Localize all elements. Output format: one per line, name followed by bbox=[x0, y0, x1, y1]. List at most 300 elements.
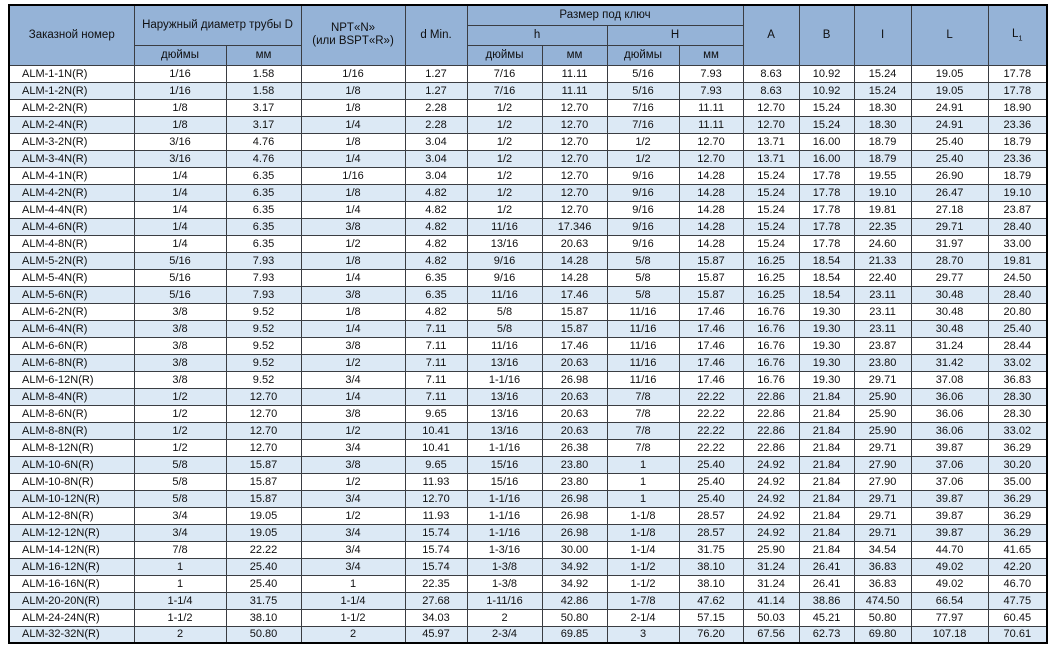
dimension-value-cell: 9/16 bbox=[467, 252, 542, 269]
dimension-value-cell: 1/4 bbox=[301, 150, 405, 167]
dimension-value-cell: 22.22 bbox=[679, 405, 743, 422]
dimension-value-cell: 7/8 bbox=[607, 388, 679, 405]
dimension-value-cell: 34.92 bbox=[542, 575, 607, 592]
header-wrench-size: Размер под ключ bbox=[467, 5, 743, 25]
dimension-value-cell: 36.83 bbox=[854, 558, 911, 575]
table-row bbox=[9, 133, 1047, 150]
dimension-value-cell: 21.84 bbox=[799, 422, 854, 439]
dimension-value-cell: 1 bbox=[301, 575, 405, 592]
dimension-value-cell: 1/8 bbox=[301, 252, 405, 269]
dimension-value-cell: 8.63 bbox=[743, 82, 799, 99]
dimension-value-cell: 5/16 bbox=[134, 269, 226, 286]
dimension-value-cell: 25.40 bbox=[226, 575, 301, 592]
dimension-value-cell: 76.20 bbox=[679, 626, 743, 643]
table-row bbox=[9, 490, 1047, 507]
dimension-value-cell: 18.54 bbox=[799, 269, 854, 286]
dimension-value-cell: 28.57 bbox=[679, 524, 743, 541]
dimension-value-cell: 25.40 bbox=[679, 473, 743, 490]
dimension-value-cell: 2-1/4 bbox=[607, 609, 679, 626]
dimension-value-cell: 31.75 bbox=[679, 541, 743, 558]
dimension-value-cell: 2.28 bbox=[405, 99, 467, 116]
dimension-value-cell: 7.11 bbox=[405, 337, 467, 354]
table-row bbox=[9, 269, 1047, 286]
dimension-value-cell: 17.346 bbox=[542, 218, 607, 235]
dimension-value-cell: 29.71 bbox=[854, 490, 911, 507]
dimension-value-cell: 27.68 bbox=[405, 592, 467, 609]
dimension-value-cell: 1/4 bbox=[134, 184, 226, 201]
dimension-value-cell: 11.11 bbox=[542, 82, 607, 99]
dimension-value-cell: 14.28 bbox=[679, 235, 743, 252]
dimension-value-cell: 29.71 bbox=[854, 371, 911, 388]
dimension-value-cell: 1-1/4 bbox=[607, 541, 679, 558]
dimension-value-cell: 15.24 bbox=[799, 116, 854, 133]
dimension-value-cell: 21.84 bbox=[799, 388, 854, 405]
dimension-value-cell: 16.76 bbox=[743, 354, 799, 371]
dimension-value-cell: 26.47 bbox=[911, 184, 988, 201]
dimension-value-cell: 24.60 bbox=[854, 235, 911, 252]
dimension-value-cell: 29.77 bbox=[911, 269, 988, 286]
dimension-value-cell: 28.70 bbox=[911, 252, 988, 269]
table-row bbox=[9, 507, 1047, 524]
dimension-value-cell: 20.63 bbox=[542, 422, 607, 439]
dimension-value-cell: 1-1/2 bbox=[607, 558, 679, 575]
dimension-value-cell: 5/8 bbox=[607, 269, 679, 286]
dimension-value-cell: 9.65 bbox=[405, 456, 467, 473]
dimension-value-cell: 16.76 bbox=[743, 320, 799, 337]
dimension-value-cell: 9/16 bbox=[607, 184, 679, 201]
dimension-value-cell: 13/16 bbox=[467, 405, 542, 422]
dimension-value-cell: 19.05 bbox=[226, 507, 301, 524]
dimension-value-cell: 23.87 bbox=[854, 337, 911, 354]
dimension-value-cell: 17.78 bbox=[799, 184, 854, 201]
dimension-value-cell: 13/16 bbox=[467, 422, 542, 439]
dimension-value-cell: 27.18 bbox=[911, 201, 988, 218]
dimension-value-cell: 3/8 bbox=[301, 218, 405, 235]
dimension-value-cell: 21.84 bbox=[799, 456, 854, 473]
dimension-value-cell: 1/2 bbox=[467, 99, 542, 116]
table-row bbox=[9, 184, 1047, 201]
dimension-value-cell: 19.05 bbox=[911, 65, 988, 82]
table-row bbox=[9, 201, 1047, 218]
dimension-value-cell: 1/8 bbox=[301, 82, 405, 99]
dimension-value-cell: 4.82 bbox=[405, 303, 467, 320]
dimension-value-cell: 14.28 bbox=[679, 184, 743, 201]
dimension-value-cell: 31.75 bbox=[226, 592, 301, 609]
dimension-value-cell: 21.84 bbox=[799, 490, 854, 507]
dimension-value-cell: 12.70 bbox=[226, 405, 301, 422]
order-number-cell: ALM-12-8N(R) bbox=[9, 507, 134, 524]
dimension-value-cell: 16.25 bbox=[743, 269, 799, 286]
dimension-value-cell: 15.87 bbox=[226, 473, 301, 490]
header-col-b: B bbox=[799, 5, 854, 65]
dimension-value-cell: 15.74 bbox=[405, 541, 467, 558]
dimension-value-cell: 7.93 bbox=[226, 252, 301, 269]
order-number-cell: ALM-14-12N(R) bbox=[9, 541, 134, 558]
dimension-value-cell: 49.02 bbox=[911, 575, 988, 592]
order-number-cell: ALM-24-24N(R) bbox=[9, 609, 134, 626]
dimension-value-cell: 1 bbox=[607, 490, 679, 507]
dimension-value-cell: 3/4 bbox=[134, 524, 226, 541]
dimension-value-cell: 3/8 bbox=[134, 371, 226, 388]
dimension-value-cell: 31.24 bbox=[743, 558, 799, 575]
dimension-value-cell: 38.10 bbox=[679, 575, 743, 592]
dimension-value-cell: 3/4 bbox=[301, 524, 405, 541]
order-number-cell: ALM-5-6N(R) bbox=[9, 286, 134, 303]
dimension-value-cell: 1/2 bbox=[134, 422, 226, 439]
dimension-value-cell: 47.75 bbox=[988, 592, 1047, 609]
dimension-value-cell: 33.00 bbox=[988, 235, 1047, 252]
dimension-value-cell: 1-3/8 bbox=[467, 575, 542, 592]
dimension-value-cell: 1-1/8 bbox=[607, 524, 679, 541]
dimension-value-cell: 16.76 bbox=[743, 337, 799, 354]
dimension-value-cell: 7.93 bbox=[679, 82, 743, 99]
dimension-value-cell: 15.87 bbox=[679, 286, 743, 303]
dimension-value-cell: 24.92 bbox=[743, 524, 799, 541]
dimension-value-cell: 70.61 bbox=[988, 626, 1047, 643]
dimension-value-cell: 36.83 bbox=[854, 575, 911, 592]
dimension-value-cell: 26.38 bbox=[542, 439, 607, 456]
dimension-value-cell: 10.41 bbox=[405, 439, 467, 456]
dimension-value-cell: 50.03 bbox=[743, 609, 799, 626]
order-number-cell: ALM-4-4N(R) bbox=[9, 201, 134, 218]
dimension-value-cell: 66.54 bbox=[911, 592, 988, 609]
dimension-value-cell: 34.54 bbox=[854, 541, 911, 558]
dimension-value-cell: 23.80 bbox=[542, 473, 607, 490]
table-row bbox=[9, 422, 1047, 439]
dimension-value-cell: 23.36 bbox=[988, 116, 1047, 133]
dimension-value-cell: 16.25 bbox=[743, 286, 799, 303]
dimension-value-cell: 25.90 bbox=[854, 405, 911, 422]
dimension-value-cell: 31.42 bbox=[911, 354, 988, 371]
dimension-value-cell: 25.90 bbox=[854, 388, 911, 405]
dimension-value-cell: 4.82 bbox=[405, 252, 467, 269]
dimension-value-cell: 107.18 bbox=[911, 626, 988, 643]
dimension-value-cell: 15.24 bbox=[854, 82, 911, 99]
dimension-value-cell: 18.54 bbox=[799, 252, 854, 269]
dimension-value-cell: 26.90 bbox=[911, 167, 988, 184]
dimension-value-cell: 14.28 bbox=[542, 252, 607, 269]
dimension-value-cell: 3/8 bbox=[134, 337, 226, 354]
dimension-value-cell: 50.80 bbox=[854, 609, 911, 626]
header-d-min: d Min. bbox=[405, 5, 467, 65]
dimension-value-cell: 34.03 bbox=[405, 609, 467, 626]
dimension-value-cell: 17.78 bbox=[988, 65, 1047, 82]
dimension-value-cell: 1/8 bbox=[134, 99, 226, 116]
dimension-value-cell: 20.63 bbox=[542, 354, 607, 371]
dimension-value-cell: 26.98 bbox=[542, 507, 607, 524]
dimension-value-cell: 22.22 bbox=[679, 422, 743, 439]
dimension-value-cell: 26.41 bbox=[799, 575, 854, 592]
dimension-value-cell: 18.79 bbox=[988, 133, 1047, 150]
dimension-value-cell: 21.84 bbox=[799, 473, 854, 490]
dimension-value-cell: 11.11 bbox=[679, 116, 743, 133]
dimension-value-cell: 26.98 bbox=[542, 371, 607, 388]
dimension-value-cell: 30.48 bbox=[911, 286, 988, 303]
table-row bbox=[9, 575, 1047, 592]
dimension-value-cell: 1/2 bbox=[467, 133, 542, 150]
dimension-value-cell: 14.28 bbox=[679, 201, 743, 218]
order-number-cell: ALM-4-6N(R) bbox=[9, 218, 134, 235]
dimension-value-cell: 1-3/8 bbox=[467, 558, 542, 575]
dimension-value-cell: 21.84 bbox=[799, 439, 854, 456]
dimension-value-cell: 41.65 bbox=[988, 541, 1047, 558]
dimension-value-cell: 17.46 bbox=[679, 371, 743, 388]
dimension-value-cell: 1/2 bbox=[134, 439, 226, 456]
dimension-value-cell: 1.27 bbox=[405, 82, 467, 99]
table-row bbox=[9, 218, 1047, 235]
dimension-value-cell: 44.70 bbox=[911, 541, 988, 558]
dimension-value-cell: 7.93 bbox=[226, 269, 301, 286]
header-H-mm: мм bbox=[679, 45, 743, 65]
dimension-value-cell: 15.87 bbox=[542, 320, 607, 337]
dimension-value-cell: 2.28 bbox=[405, 116, 467, 133]
dimension-value-cell: 6.35 bbox=[226, 201, 301, 218]
table-row bbox=[9, 337, 1047, 354]
dimension-value-cell: 3/8 bbox=[301, 405, 405, 422]
dimension-value-cell: 2 bbox=[134, 626, 226, 643]
dimension-value-cell: 1/4 bbox=[301, 388, 405, 405]
dimension-value-cell: 28.40 bbox=[988, 286, 1047, 303]
dimension-value-cell: 10.41 bbox=[405, 422, 467, 439]
dimension-value-cell: 12.70 bbox=[679, 150, 743, 167]
dimension-value-cell: 6.35 bbox=[226, 184, 301, 201]
dimension-value-cell: 14.28 bbox=[679, 218, 743, 235]
dimension-value-cell: 60.45 bbox=[988, 609, 1047, 626]
dimension-value-cell: 1-1/4 bbox=[301, 592, 405, 609]
header-order-number: Заказной номер bbox=[9, 5, 134, 65]
dimension-value-cell: 17.78 bbox=[799, 201, 854, 218]
dimension-value-cell: 7/16 bbox=[467, 82, 542, 99]
header-h-mm: мм bbox=[542, 45, 607, 65]
dimension-value-cell: 15.87 bbox=[226, 456, 301, 473]
dimension-value-cell: 1/4 bbox=[134, 201, 226, 218]
dimension-value-cell: 1-1/16 bbox=[467, 490, 542, 507]
dimension-value-cell: 17.78 bbox=[799, 167, 854, 184]
dimension-value-cell: 1-11/16 bbox=[467, 592, 542, 609]
dimension-value-cell: 50.80 bbox=[542, 609, 607, 626]
table-row bbox=[9, 388, 1047, 405]
dimension-value-cell: 25.40 bbox=[679, 456, 743, 473]
dimension-value-cell: 7/16 bbox=[607, 99, 679, 116]
dimension-value-cell: 42.86 bbox=[542, 592, 607, 609]
dimension-value-cell: 28.30 bbox=[988, 405, 1047, 422]
dimension-value-cell: 3/4 bbox=[301, 439, 405, 456]
order-number-cell: ALM-3-2N(R) bbox=[9, 133, 134, 150]
dimension-value-cell: 22.22 bbox=[679, 388, 743, 405]
dimension-value-cell: 9.52 bbox=[226, 371, 301, 388]
dimension-value-cell: 4.82 bbox=[405, 184, 467, 201]
dimension-value-cell: 57.15 bbox=[679, 609, 743, 626]
dimension-value-cell: 5/16 bbox=[607, 82, 679, 99]
dimension-value-cell: 1/8 bbox=[134, 116, 226, 133]
table-row bbox=[9, 592, 1047, 609]
dimension-value-cell: 19.81 bbox=[854, 201, 911, 218]
dimension-value-cell: 3.04 bbox=[405, 150, 467, 167]
order-number-cell: ALM-8-12N(R) bbox=[9, 439, 134, 456]
dimension-value-cell: 11/16 bbox=[607, 303, 679, 320]
dimension-value-cell: 1/8 bbox=[301, 184, 405, 201]
dimension-value-cell: 15.87 bbox=[679, 252, 743, 269]
dimension-value-cell: 3.17 bbox=[226, 116, 301, 133]
dimension-value-cell: 15.24 bbox=[743, 201, 799, 218]
dimension-value-cell: 21.33 bbox=[854, 252, 911, 269]
dimension-value-cell: 21.84 bbox=[799, 507, 854, 524]
dimension-value-cell: 1-1/2 bbox=[607, 575, 679, 592]
table-row bbox=[9, 303, 1047, 320]
dimension-value-cell: 5/16 bbox=[134, 252, 226, 269]
dimension-value-cell: 25.40 bbox=[911, 150, 988, 167]
dimension-value-cell: 35.00 bbox=[988, 473, 1047, 490]
dimension-value-cell: 26.98 bbox=[542, 490, 607, 507]
dimension-value-cell: 19.05 bbox=[911, 82, 988, 99]
header-npt-line1: NPT«N» bbox=[330, 22, 376, 35]
table-row bbox=[9, 235, 1047, 252]
order-number-cell: ALM-6-4N(R) bbox=[9, 320, 134, 337]
dimension-value-cell: 1/4 bbox=[301, 269, 405, 286]
dimension-value-cell: 4.82 bbox=[405, 235, 467, 252]
dimension-value-cell: 1-3/16 bbox=[467, 541, 542, 558]
dimension-value-cell: 1.27 bbox=[405, 65, 467, 82]
dimension-value-cell: 9.65 bbox=[405, 405, 467, 422]
dimension-value-cell: 7.11 bbox=[405, 354, 467, 371]
dimension-value-cell: 24.92 bbox=[743, 507, 799, 524]
dimension-value-cell: 3/4 bbox=[301, 371, 405, 388]
dimension-value-cell: 37.08 bbox=[911, 371, 988, 388]
dimension-value-cell: 18.90 bbox=[988, 99, 1047, 116]
dimension-value-cell: 15.87 bbox=[679, 269, 743, 286]
dimension-value-cell: 17.46 bbox=[679, 337, 743, 354]
header-col-l: L bbox=[911, 5, 988, 65]
dimension-value-cell: 25.40 bbox=[988, 320, 1047, 337]
dimension-value-cell: 3/4 bbox=[301, 558, 405, 575]
dimension-value-cell: 1/8 bbox=[301, 133, 405, 150]
table-body bbox=[9, 65, 1047, 643]
dimension-value-cell: 1/4 bbox=[301, 201, 405, 218]
dimension-value-cell: 1/2 bbox=[467, 167, 542, 184]
dimension-value-cell: 77.97 bbox=[911, 609, 988, 626]
dimension-value-cell: 5/8 bbox=[607, 252, 679, 269]
header-col-l1-subscript: 1 bbox=[1018, 33, 1023, 43]
dimension-value-cell: 6.35 bbox=[405, 269, 467, 286]
dimension-value-cell: 22.35 bbox=[405, 575, 467, 592]
order-number-cell: ALM-12-12N(R) bbox=[9, 524, 134, 541]
dimension-value-cell: 15/16 bbox=[467, 473, 542, 490]
dimension-value-cell: 3/16 bbox=[134, 133, 226, 150]
dimension-value-cell: 9/16 bbox=[607, 235, 679, 252]
dimension-value-cell: 31.24 bbox=[743, 575, 799, 592]
table-row bbox=[9, 456, 1047, 473]
dimension-value-cell: 47.62 bbox=[679, 592, 743, 609]
dimension-value-cell: 9.52 bbox=[226, 303, 301, 320]
dimension-value-cell: 67.56 bbox=[743, 626, 799, 643]
dimension-value-cell: 1-1/16 bbox=[467, 371, 542, 388]
dimension-value-cell: 24.50 bbox=[988, 269, 1047, 286]
dimension-value-cell: 5/8 bbox=[134, 456, 226, 473]
dimension-value-cell: 1-1/16 bbox=[467, 507, 542, 524]
dimension-value-cell: 1/16 bbox=[301, 167, 405, 184]
dimension-value-cell: 3/8 bbox=[301, 456, 405, 473]
dimension-value-cell: 1-1/16 bbox=[467, 524, 542, 541]
dimension-value-cell: 1/2 bbox=[607, 133, 679, 150]
dimension-value-cell: 6.35 bbox=[405, 286, 467, 303]
dimension-value-cell: 13/16 bbox=[467, 388, 542, 405]
dimension-value-cell: 29.71 bbox=[854, 439, 911, 456]
dimension-value-cell: 1/2 bbox=[607, 150, 679, 167]
dimension-value-cell: 12.70 bbox=[405, 490, 467, 507]
dimension-value-cell: 6.35 bbox=[226, 218, 301, 235]
order-number-cell: ALM-1-2N(R) bbox=[9, 82, 134, 99]
dimension-value-cell: 12.70 bbox=[542, 184, 607, 201]
dimension-value-cell: 1 bbox=[134, 575, 226, 592]
dimension-value-cell: 49.02 bbox=[911, 558, 988, 575]
dimension-value-cell: 7/8 bbox=[134, 541, 226, 558]
order-number-cell: ALM-4-1N(R) bbox=[9, 167, 134, 184]
dimension-value-cell: 1.58 bbox=[226, 82, 301, 99]
dimension-value-cell: 16.00 bbox=[799, 133, 854, 150]
dimension-value-cell: 2-3/4 bbox=[467, 626, 542, 643]
order-number-cell: ALM-1-1N(R) bbox=[9, 65, 134, 82]
dimension-value-cell: 8.63 bbox=[743, 65, 799, 82]
dimension-value-cell: 1/4 bbox=[301, 320, 405, 337]
dimension-value-cell: 22.22 bbox=[679, 439, 743, 456]
dimension-value-cell: 19.10 bbox=[854, 184, 911, 201]
table-row bbox=[9, 99, 1047, 116]
header-h-lowercase: h bbox=[467, 25, 607, 45]
dimension-value-cell: 3/4 bbox=[134, 507, 226, 524]
dimension-value-cell: 23.11 bbox=[854, 303, 911, 320]
table-row bbox=[9, 167, 1047, 184]
dimension-value-cell: 3/8 bbox=[134, 320, 226, 337]
dimension-value-cell: 33.02 bbox=[988, 422, 1047, 439]
table-row bbox=[9, 524, 1047, 541]
dimension-value-cell: 36.29 bbox=[988, 490, 1047, 507]
dimension-value-cell: 36.29 bbox=[988, 439, 1047, 456]
header-npt-thread bbox=[301, 5, 405, 65]
dimension-value-cell: 1/2 bbox=[301, 235, 405, 252]
dimension-value-cell: 9/16 bbox=[607, 201, 679, 218]
header-row-1 bbox=[9, 5, 1047, 25]
dimension-value-cell: 1-1/2 bbox=[134, 609, 226, 626]
dimension-value-cell: 18.30 bbox=[854, 99, 911, 116]
dimension-value-cell: 1/2 bbox=[134, 388, 226, 405]
header-npt-line2: (или BSPT«R») bbox=[312, 35, 394, 48]
dimension-value-cell: 24.91 bbox=[911, 116, 988, 133]
table-row bbox=[9, 541, 1047, 558]
dimension-value-cell: 39.87 bbox=[911, 439, 988, 456]
dimension-value-cell: 7.11 bbox=[405, 320, 467, 337]
table-row bbox=[9, 82, 1047, 99]
dimension-value-cell: 19.30 bbox=[799, 354, 854, 371]
dimension-value-cell: 12.70 bbox=[679, 133, 743, 150]
order-number-cell: ALM-4-8N(R) bbox=[9, 235, 134, 252]
dimension-value-cell: 12.70 bbox=[542, 201, 607, 218]
dimension-value-cell: 2 bbox=[467, 609, 542, 626]
table-row bbox=[9, 558, 1047, 575]
dimension-value-cell: 10.92 bbox=[799, 65, 854, 82]
dimension-value-cell: 16.76 bbox=[743, 371, 799, 388]
dimension-value-cell: 20.63 bbox=[542, 405, 607, 422]
dimension-value-cell: 12.70 bbox=[542, 116, 607, 133]
dimension-value-cell: 33.02 bbox=[988, 354, 1047, 371]
dimension-value-cell: 1/8 bbox=[301, 303, 405, 320]
dimension-value-cell: 3/8 bbox=[301, 286, 405, 303]
dimension-value-cell: 30.00 bbox=[542, 541, 607, 558]
dimension-value-cell: 15.24 bbox=[743, 184, 799, 201]
dimension-value-cell: 11/16 bbox=[467, 218, 542, 235]
dimension-value-cell: 24.92 bbox=[743, 473, 799, 490]
dimension-value-cell: 17.46 bbox=[679, 320, 743, 337]
dimension-value-cell: 1-1/4 bbox=[134, 592, 226, 609]
